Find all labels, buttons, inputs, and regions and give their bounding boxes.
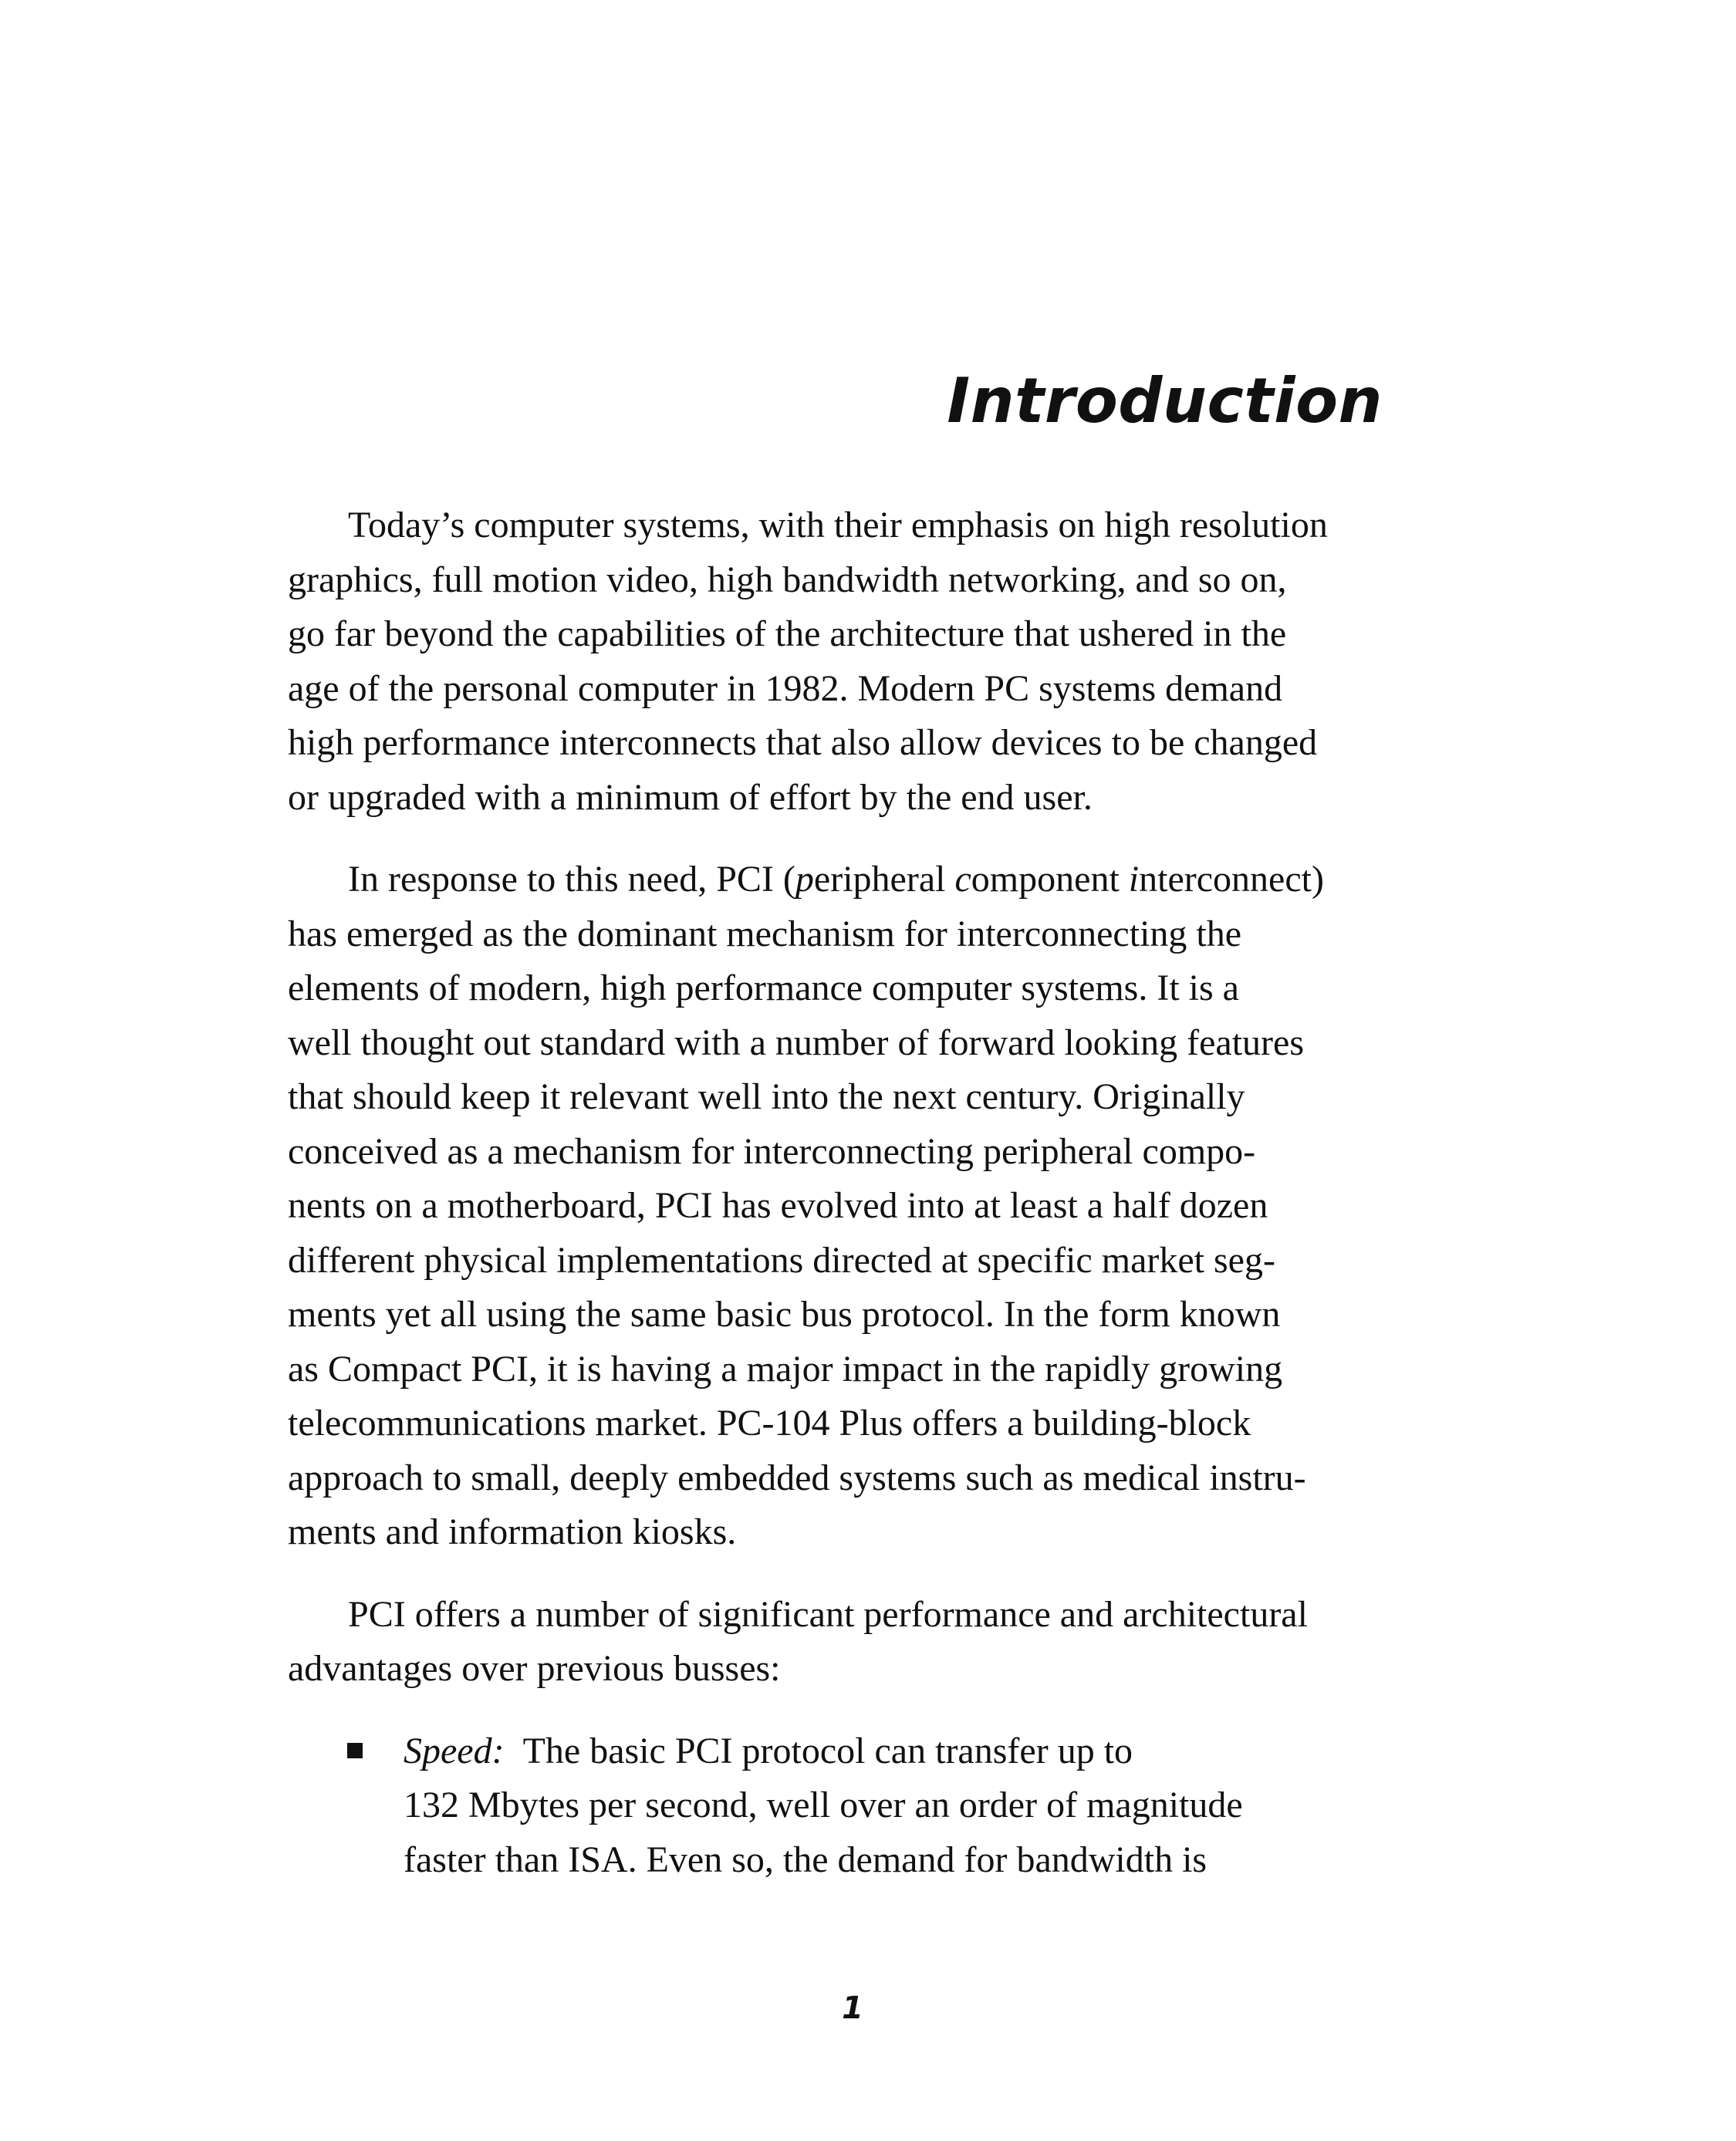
paragraph-line: PCI offers a number of significant performance and architectural (348, 1593, 1308, 1635)
bullet-line: faster than ISA. Even so, the demand for bandwidth is (404, 1839, 1207, 1880)
paragraph-gap (288, 825, 1445, 853)
paragraph-line: approach to small, deeply embedded systems such as medical instru- (288, 1457, 1306, 1498)
paragraph-gap (288, 1560, 1445, 1588)
paragraph-line: nents on a motherboard, PCI has evolved into at least a half dozen (288, 1185, 1268, 1226)
page-number: 1 (842, 1991, 863, 2026)
paragraph-line: different physical implementations directed at specific market seg- (288, 1239, 1275, 1281)
paragraph-line: telecommunications market. PC-104 Plus offers a building-block (288, 1403, 1251, 1444)
square-bullet-icon (347, 1743, 363, 1758)
text-run: nterconnect) (1139, 859, 1324, 900)
paragraph-2 (288, 853, 1445, 1560)
paragraph-1 (288, 498, 1445, 825)
paragraph-gap (288, 1697, 1445, 1724)
paragraph-line: that should keep it relevant well into the next century. Originally (288, 1076, 1245, 1117)
bullet-list (288, 1724, 1445, 1888)
paragraph-line: age of the personal computer in 1982. Modern PC systems demand (288, 667, 1283, 709)
paragraph-first-line (288, 853, 1445, 907)
paragraph-3 (288, 1588, 1445, 1697)
bullet-term: Speed: (404, 1730, 505, 1771)
paragraph-line: elements of modern, high performance computer systems. It is a (288, 968, 1239, 1008)
body-text (288, 498, 1445, 1887)
paragraph-line: ments yet all using the same basic bus protocol. In the form known (288, 1294, 1281, 1335)
text-run: In response to this need, PCI ( (348, 859, 795, 900)
paragraph-line: or upgraded with a minimum of effort by the end user. (288, 776, 1093, 818)
paragraph-line: as Compact PCI, it is having a major impact in the rapidly growing (288, 1348, 1283, 1390)
paragraph-line: high performance interconnects that also allow devices to be changed (288, 722, 1318, 763)
text-run: omponent (971, 859, 1129, 900)
bullet-first-line (288, 1724, 1445, 1779)
paragraph-line: graphics, full motion video, high bandwidth networking, and so on, (288, 559, 1287, 600)
acronym-letter: c (954, 859, 971, 900)
paragraph-line: has emerged as the dominant mechanism for interconnecting the (288, 913, 1242, 954)
bullet-text: The basic PCI protocol can transfer up to (522, 1730, 1133, 1771)
acronym-letter: p (795, 859, 814, 900)
bullet-line: 132 Mbytes per second, well over an order of magnitude (404, 1785, 1243, 1825)
paragraph-line: well thought out standard with a number of forward looking features (288, 1022, 1304, 1063)
chapter-title: Introduction (947, 365, 1383, 437)
acronym-letter: i (1128, 859, 1140, 900)
text-run: eripheral (813, 859, 955, 900)
paragraph-line: Today’s computer systems, with their emphasis on high resolution (348, 505, 1328, 545)
paragraph-line: go far beyond the capabilities of the architecture that ushered in the (288, 613, 1287, 654)
paragraph-line: ments and information kiosks. (288, 1511, 737, 1552)
paragraph-line: conceived as a mechanism for interconnecting peripheral compo- (288, 1130, 1256, 1172)
bullet-item (288, 1724, 1445, 1888)
paragraph-line: advantages over previous busses: (288, 1648, 781, 1689)
